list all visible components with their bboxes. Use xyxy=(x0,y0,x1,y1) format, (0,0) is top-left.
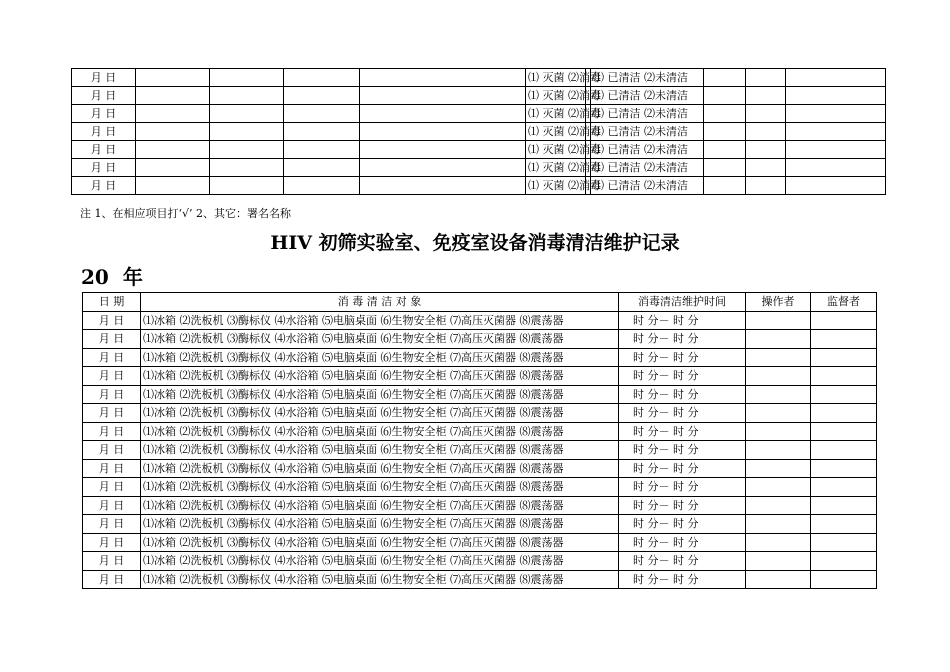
table-row xyxy=(72,87,886,105)
blank-cell[interactable] xyxy=(136,177,210,195)
operator-cell[interactable] xyxy=(746,570,811,589)
blank-cell[interactable] xyxy=(746,69,786,87)
blank-cell[interactable] xyxy=(136,123,210,141)
blank-cell[interactable] xyxy=(786,141,886,159)
supervisor-cell[interactable] xyxy=(811,311,877,330)
header-supervisor: 监督者 xyxy=(811,293,877,312)
blank-cell[interactable] xyxy=(786,105,886,123)
blank-cell[interactable] xyxy=(704,69,746,87)
operator-cell[interactable] xyxy=(746,422,811,441)
date-cell: 月 日 xyxy=(83,459,141,478)
blank-cell[interactable] xyxy=(210,177,284,195)
objects-cell[interactable]: ⑴冰箱 ⑵洗板机 ⑶酶标仪 ⑷水浴箱 ⑸电脑桌面 ⑹生物安全柜 ⑺高压灭菌器 ⑻震荡器 xyxy=(141,552,619,571)
operator-cell[interactable] xyxy=(746,311,811,330)
blank-cell[interactable] xyxy=(210,69,284,87)
table-row xyxy=(83,552,877,571)
objects-cell[interactable]: ⑴冰箱 ⑵洗板机 ⑶酶标仪 ⑷水浴箱 ⑸电脑桌面 ⑹生物安全柜 ⑺高压灭菌器 ⑻震荡器 xyxy=(141,367,619,386)
blank-cell[interactable] xyxy=(284,123,360,141)
time-cell[interactable]: 时 分－ 时 分 xyxy=(619,330,746,349)
supervisor-cell[interactable] xyxy=(811,496,877,515)
date-cell: 月 日 xyxy=(72,177,136,195)
time-cell[interactable]: 时 分－ 时 分 xyxy=(619,404,746,423)
objects-cell[interactable]: ⑴冰箱 ⑵洗板机 ⑶酶标仪 ⑷水浴箱 ⑸电脑桌面 ⑹生物安全柜 ⑺高压灭菌器 ⑻震荡器 xyxy=(141,459,619,478)
year-suffix: 年 xyxy=(122,265,143,289)
objects-cell[interactable]: ⑴冰箱 ⑵洗板机 ⑶酶标仪 ⑷水浴箱 ⑸电脑桌面 ⑹生物安全柜 ⑺高压灭菌器 ⑻震荡器 xyxy=(141,348,619,367)
date-cell: 月 日 xyxy=(83,552,141,571)
date-cell: 月 日 xyxy=(83,330,141,349)
blank-cell[interactable] xyxy=(284,159,360,177)
objects-cell[interactable]: ⑴冰箱 ⑵洗板机 ⑶酶标仪 ⑷水浴箱 ⑸电脑桌面 ⑹生物安全柜 ⑺高压灭菌器 ⑻震荡器 xyxy=(141,515,619,534)
date-cell: 月 日 xyxy=(72,69,136,87)
date-cell: 月 日 xyxy=(83,478,141,497)
header-operator: 操作者 xyxy=(746,293,811,312)
blank-cell[interactable] xyxy=(360,159,526,177)
time-cell[interactable]: 时 分－ 时 分 xyxy=(619,311,746,330)
blank-cell[interactable] xyxy=(704,105,746,123)
time-cell[interactable]: 时 分－ 时 分 xyxy=(619,496,746,515)
status-cell[interactable]: ⑴ 已清洁 ⑵未清洁 xyxy=(591,123,704,141)
blank-cell[interactable] xyxy=(786,123,886,141)
operator-cell[interactable] xyxy=(746,385,811,404)
operator-cell[interactable] xyxy=(746,330,811,349)
objects-cell[interactable]: ⑴冰箱 ⑵洗板机 ⑶酶标仪 ⑷水浴箱 ⑸电脑桌面 ⑹生物安全柜 ⑺高压灭菌器 ⑻震荡器 xyxy=(141,404,619,423)
method-cell[interactable]: ⑴ 灭菌 ⑵消毒 xyxy=(526,141,586,159)
year-line xyxy=(81,261,143,290)
blank-cell[interactable] xyxy=(786,69,886,87)
table-row xyxy=(83,533,877,552)
operator-cell[interactable] xyxy=(746,367,811,386)
blank-cell[interactable] xyxy=(786,159,886,177)
supervisor-cell[interactable] xyxy=(811,330,877,349)
time-cell[interactable]: 时 分－ 时 分 xyxy=(619,348,746,367)
table-row xyxy=(83,441,877,460)
table-row xyxy=(83,422,877,441)
blank-cell[interactable] xyxy=(136,69,210,87)
time-cell[interactable]: 时 分－ 时 分 xyxy=(619,570,746,589)
header-time: 消毒清洁维护时间 xyxy=(619,293,746,312)
supervisor-cell[interactable] xyxy=(811,478,877,497)
objects-cell[interactable]: ⑴冰箱 ⑵洗板机 ⑶酶标仪 ⑷水浴箱 ⑸电脑桌面 ⑹生物安全柜 ⑺高压灭菌器 ⑻震荡器 xyxy=(141,478,619,497)
table-row xyxy=(72,105,886,123)
table-row xyxy=(83,330,877,349)
date-cell: 月 日 xyxy=(83,367,141,386)
date-cell: 月 日 xyxy=(83,496,141,515)
table-row xyxy=(83,478,877,497)
method-cell[interactable]: ⑴ 灭菌 ⑵消毒 xyxy=(526,87,586,105)
date-cell: 月 日 xyxy=(83,570,141,589)
blank-cell[interactable] xyxy=(360,105,526,123)
supervisor-cell[interactable] xyxy=(811,515,877,534)
supervisor-cell[interactable] xyxy=(811,422,877,441)
supervisor-cell[interactable] xyxy=(811,348,877,367)
supervisor-cell[interactable] xyxy=(811,385,877,404)
blank-cell[interactable] xyxy=(360,177,526,195)
operator-cell[interactable] xyxy=(746,459,811,478)
top-record-table xyxy=(71,68,886,195)
objects-cell[interactable]: ⑴冰箱 ⑵洗板机 ⑶酶标仪 ⑷水浴箱 ⑸电脑桌面 ⑹生物安全柜 ⑺高压灭菌器 ⑻震荡器 xyxy=(141,533,619,552)
objects-cell[interactable]: ⑴冰箱 ⑵洗板机 ⑶酶标仪 ⑷水浴箱 ⑸电脑桌面 ⑹生物安全柜 ⑺高压灭菌器 ⑻震荡器 xyxy=(141,422,619,441)
blank-cell[interactable] xyxy=(786,87,886,105)
operator-cell[interactable] xyxy=(746,404,811,423)
supervisor-cell[interactable] xyxy=(811,459,877,478)
operator-cell[interactable] xyxy=(746,441,811,460)
method-cell[interactable]: ⑴ 灭菌 ⑵消毒 xyxy=(526,177,586,195)
table-row xyxy=(83,515,877,534)
date-cell: 月 日 xyxy=(83,422,141,441)
operator-cell[interactable] xyxy=(746,496,811,515)
blank-cell[interactable] xyxy=(284,69,360,87)
blank-cell[interactable] xyxy=(284,87,360,105)
supervisor-cell[interactable] xyxy=(811,441,877,460)
blank-cell[interactable] xyxy=(284,141,360,159)
date-cell: 月 日 xyxy=(83,348,141,367)
blank-cell[interactable] xyxy=(746,87,786,105)
time-cell[interactable]: 时 分－ 时 分 xyxy=(619,478,746,497)
objects-cell[interactable]: ⑴冰箱 ⑵洗板机 ⑶酶标仪 ⑷水浴箱 ⑸电脑桌面 ⑹生物安全柜 ⑺高压灭菌器 ⑻震荡器 xyxy=(141,441,619,460)
blank-cell[interactable] xyxy=(210,105,284,123)
supervisor-cell[interactable] xyxy=(811,367,877,386)
objects-cell[interactable]: ⑴冰箱 ⑵洗板机 ⑶酶标仪 ⑷水浴箱 ⑸电脑桌面 ⑹生物安全柜 ⑺高压灭菌器 ⑻震荡器 xyxy=(141,570,619,589)
blank-cell[interactable] xyxy=(360,87,526,105)
blank-cell[interactable] xyxy=(210,87,284,105)
disinfection-record-table xyxy=(82,292,877,589)
blank-cell[interactable] xyxy=(746,141,786,159)
blank-cell[interactable] xyxy=(704,177,746,195)
blank-cell[interactable] xyxy=(136,141,210,159)
supervisor-cell[interactable] xyxy=(811,570,877,589)
blank-cell[interactable] xyxy=(360,69,526,87)
table-row xyxy=(83,348,877,367)
time-cell[interactable]: 时 分－ 时 分 xyxy=(619,367,746,386)
date-cell: 月 日 xyxy=(83,515,141,534)
objects-cell[interactable]: ⑴冰箱 ⑵洗板机 ⑶酶标仪 ⑷水浴箱 ⑸电脑桌面 ⑹生物安全柜 ⑺高压灭菌器 ⑻震荡器 xyxy=(141,385,619,404)
year-prefix: 20 xyxy=(81,265,109,289)
status-cell[interactable]: ⑴ 已清洁 ⑵未清洁 xyxy=(591,159,704,177)
table-row xyxy=(72,69,886,87)
blank-cell[interactable] xyxy=(746,177,786,195)
blank-cell[interactable] xyxy=(360,123,526,141)
date-cell: 月 日 xyxy=(83,533,141,552)
table-row xyxy=(83,570,877,589)
table-row xyxy=(72,177,886,195)
table-row xyxy=(72,123,886,141)
method-cell[interactable]: ⑴ 灭菌 ⑵消毒 xyxy=(526,69,586,87)
note-text: 注 1、在相应项目打‘√’ 2、其它：署名名称 xyxy=(80,207,291,220)
status-cell[interactable]: ⑴ 已清洁 ⑵未清洁 xyxy=(591,141,704,159)
status-cell[interactable]: ⑴ 已清洁 ⑵未清洁 xyxy=(591,177,704,195)
blank-cell[interactable] xyxy=(746,105,786,123)
header-objects: 消 毒 清 洁 对 象 xyxy=(141,293,619,312)
time-cell[interactable]: 时 分－ 时 分 xyxy=(619,552,746,571)
blank-cell[interactable] xyxy=(210,141,284,159)
status-cell[interactable]: ⑴ 已清洁 ⑵未清洁 xyxy=(591,69,704,87)
blank-cell[interactable] xyxy=(136,105,210,123)
time-cell[interactable]: 时 分－ 时 分 xyxy=(619,533,746,552)
date-cell: 月 日 xyxy=(72,159,136,177)
table-row xyxy=(83,311,877,330)
status-cell[interactable]: ⑴ 已清洁 ⑵未清洁 xyxy=(591,105,704,123)
date-cell: 月 日 xyxy=(83,404,141,423)
method-cell[interactable]: ⑴ 灭菌 ⑵消毒 xyxy=(526,105,586,123)
time-cell[interactable]: 时 分－ 时 分 xyxy=(619,385,746,404)
table-row xyxy=(83,404,877,423)
table-row xyxy=(83,496,877,515)
table-row xyxy=(72,159,886,177)
blank-cell[interactable] xyxy=(746,159,786,177)
table-header-row xyxy=(83,293,877,312)
blank-cell[interactable] xyxy=(136,87,210,105)
date-cell: 月 日 xyxy=(83,311,141,330)
table-row xyxy=(72,141,886,159)
status-cell[interactable]: ⑴ 已清洁 ⑵未清洁 xyxy=(591,87,704,105)
time-cell[interactable]: 时 分－ 时 分 xyxy=(619,422,746,441)
operator-cell[interactable] xyxy=(746,348,811,367)
date-cell: 月 日 xyxy=(83,441,141,460)
operator-cell[interactable] xyxy=(746,478,811,497)
date-cell: 月 日 xyxy=(72,123,136,141)
blank-cell[interactable] xyxy=(704,141,746,159)
objects-cell[interactable]: ⑴冰箱 ⑵洗板机 ⑶酶标仪 ⑷水浴箱 ⑸电脑桌面 ⑹生物安全柜 ⑺高压灭菌器 ⑻震荡器 xyxy=(141,330,619,349)
blank-cell[interactable] xyxy=(284,177,360,195)
objects-cell[interactable]: ⑴冰箱 ⑵洗板机 ⑶酶标仪 ⑷水浴箱 ⑸电脑桌面 ⑹生物安全柜 ⑺高压灭菌器 ⑻震荡器 xyxy=(141,496,619,515)
blank-cell[interactable] xyxy=(786,177,886,195)
date-cell: 月 日 xyxy=(72,105,136,123)
date-cell: 月 日 xyxy=(72,87,136,105)
objects-cell[interactable]: ⑴冰箱 ⑵洗板机 ⑶酶标仪 ⑷水浴箱 ⑸电脑桌面 ⑹生物安全柜 ⑺高压灭菌器 ⑻震荡器 xyxy=(141,311,619,330)
blank-cell[interactable] xyxy=(360,141,526,159)
blank-cell[interactable] xyxy=(210,123,284,141)
blank-cell[interactable] xyxy=(284,105,360,123)
method-cell[interactable]: ⑴ 灭菌 ⑵消毒 xyxy=(526,123,586,141)
blank-cell[interactable] xyxy=(210,159,284,177)
page-title: HIV 初筛实验室、免疫室设备消毒清洁维护记录 xyxy=(270,232,680,254)
operator-cell[interactable] xyxy=(746,533,811,552)
supervisor-cell[interactable] xyxy=(811,404,877,423)
time-cell[interactable]: 时 分－ 时 分 xyxy=(619,459,746,478)
blank-cell[interactable] xyxy=(704,159,746,177)
operator-cell[interactable] xyxy=(746,515,811,534)
time-cell[interactable]: 时 分－ 时 分 xyxy=(619,441,746,460)
date-cell: 月 日 xyxy=(72,141,136,159)
operator-cell[interactable] xyxy=(746,552,811,571)
time-cell[interactable]: 时 分－ 时 分 xyxy=(619,515,746,534)
supervisor-cell[interactable] xyxy=(811,552,877,571)
blank-cell[interactable] xyxy=(704,123,746,141)
table-row xyxy=(83,367,877,386)
date-cell: 月 日 xyxy=(83,385,141,404)
table-row xyxy=(83,385,877,404)
blank-cell[interactable] xyxy=(136,159,210,177)
method-cell[interactable]: ⑴ 灭菌 ⑵消毒 xyxy=(526,159,586,177)
table-row xyxy=(83,459,877,478)
supervisor-cell[interactable] xyxy=(811,533,877,552)
blank-cell[interactable] xyxy=(746,123,786,141)
header-date: 日 期 xyxy=(83,293,141,312)
blank-cell[interactable] xyxy=(704,87,746,105)
